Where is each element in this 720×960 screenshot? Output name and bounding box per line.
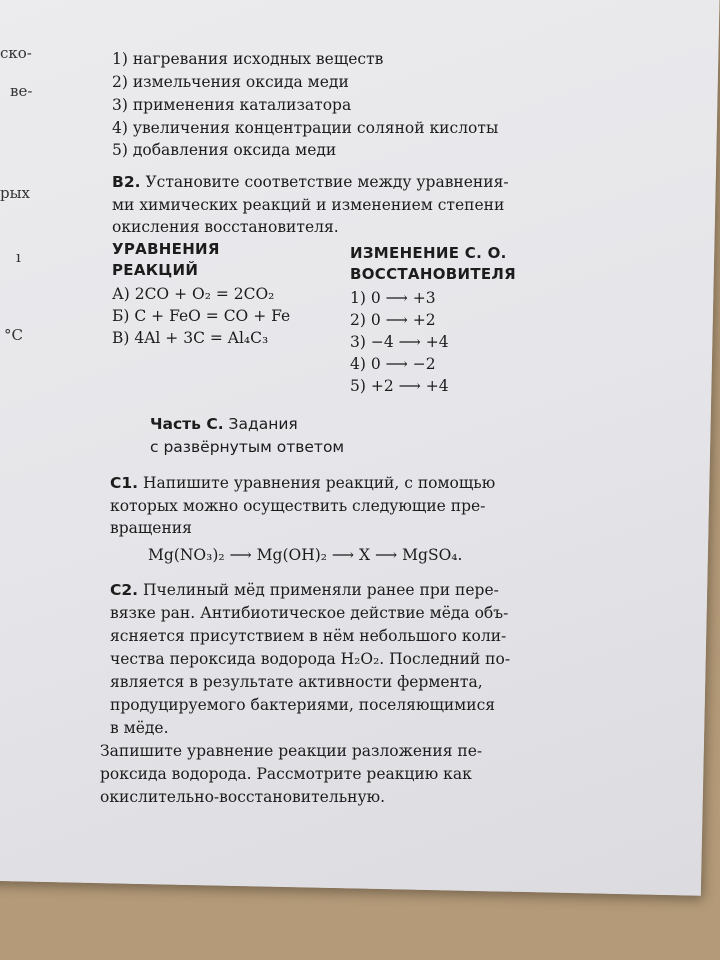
c2-line-6: продуцируемого бактериями, поселяющимися xyxy=(110,696,496,714)
c1-line-1 xyxy=(110,474,495,492)
c1-chain: Mg(NO₃)₂ ⟶ Mg(OH)₂ ⟶ X ⟶ MgSO₄. xyxy=(148,546,463,564)
c1-line-2: которых можно осуществить следующие пре- xyxy=(110,497,486,515)
change-2: 2) 0 ⟶ +2 xyxy=(350,311,436,329)
change-4: 4) 0 ⟶ −2 xyxy=(350,355,436,373)
option-3: 3) применения катализатора xyxy=(112,96,352,114)
reaction-b: Б) C + FeO = CO + Fe xyxy=(112,307,291,325)
b2-line-1 xyxy=(112,173,509,191)
c1-text: Напишите уравнения реакций, с помощью xyxy=(143,474,496,492)
b2-left-header: УРАВНЕНИЯ xyxy=(112,240,220,258)
part-c-subtitle: с развёрнутым ответом xyxy=(150,438,345,456)
reaction-a: А) 2CO + O₂ = 2CO₂ xyxy=(112,285,275,303)
b2-line-3: окисления восстановителя. xyxy=(112,218,339,236)
option-1: 1) нагревания исходных веществ xyxy=(112,50,384,68)
b2-right-header: ВОССТАНОВИТЕЛЯ xyxy=(350,265,517,283)
c1-line-3: вращения xyxy=(110,519,192,537)
reaction-v: В) 4Al + 3C = Al₄C₃ xyxy=(112,329,269,347)
c1-tag: С1. xyxy=(110,474,139,492)
edge-text: рых xyxy=(0,184,30,202)
b2-text: Установите соответствие между уравнения- xyxy=(145,173,509,191)
c2-line-9: роксида водорода. Рассмотрите реакцию как xyxy=(100,765,472,783)
part-c-title-rest: Задания xyxy=(223,415,298,433)
c2-line-4: чества пероксида водорода H₂O₂. Последний по- xyxy=(110,650,511,668)
edge-text: °С xyxy=(4,326,23,344)
edge-text: ве- xyxy=(10,82,33,100)
c2-line-3: ясняется присутствием в нём небольшого коли- xyxy=(110,627,507,645)
c2-line-8: Запишите уравнение реакции разложения пе- xyxy=(100,742,483,760)
edge-text: ско- xyxy=(0,44,32,62)
edge-text: ı xyxy=(16,248,21,266)
b2-right-header: ИЗМЕНЕНИЕ С. О. xyxy=(350,244,507,262)
c2-line-7: в мёде. xyxy=(110,719,169,737)
c2-text: Пчелиный мёд применяли ранее при пере- xyxy=(143,581,499,599)
b2-line-2: ми химических реакций и изменением степени xyxy=(112,196,505,214)
option-5: 5) добавления оксида меди xyxy=(112,141,337,159)
option-2: 2) измельчения оксида меди xyxy=(112,73,349,91)
c2-line-2: вязке ран. Антибиотическое действие мёда объ- xyxy=(110,604,509,622)
part-c-label: Часть С. xyxy=(150,415,224,433)
c2-line-1 xyxy=(110,581,499,599)
change-3: 3) −4 ⟶ +4 xyxy=(350,333,449,351)
option-4: 4) увеличения концентрации соляной кислоты xyxy=(112,119,499,137)
change-1: 1) 0 ⟶ +3 xyxy=(350,289,436,307)
c2-line-5: является в результате активности фермента, xyxy=(110,673,483,691)
c2-line-10: окислительно-восстановительную. xyxy=(100,788,386,806)
part-c-title xyxy=(150,415,298,433)
b2-tag: В2. xyxy=(112,173,141,191)
b2-left-header: РЕАКЦИЙ xyxy=(112,261,199,279)
c2-tag: С2. xyxy=(110,581,139,599)
change-5: 5) +2 ⟶ +4 xyxy=(350,377,449,395)
